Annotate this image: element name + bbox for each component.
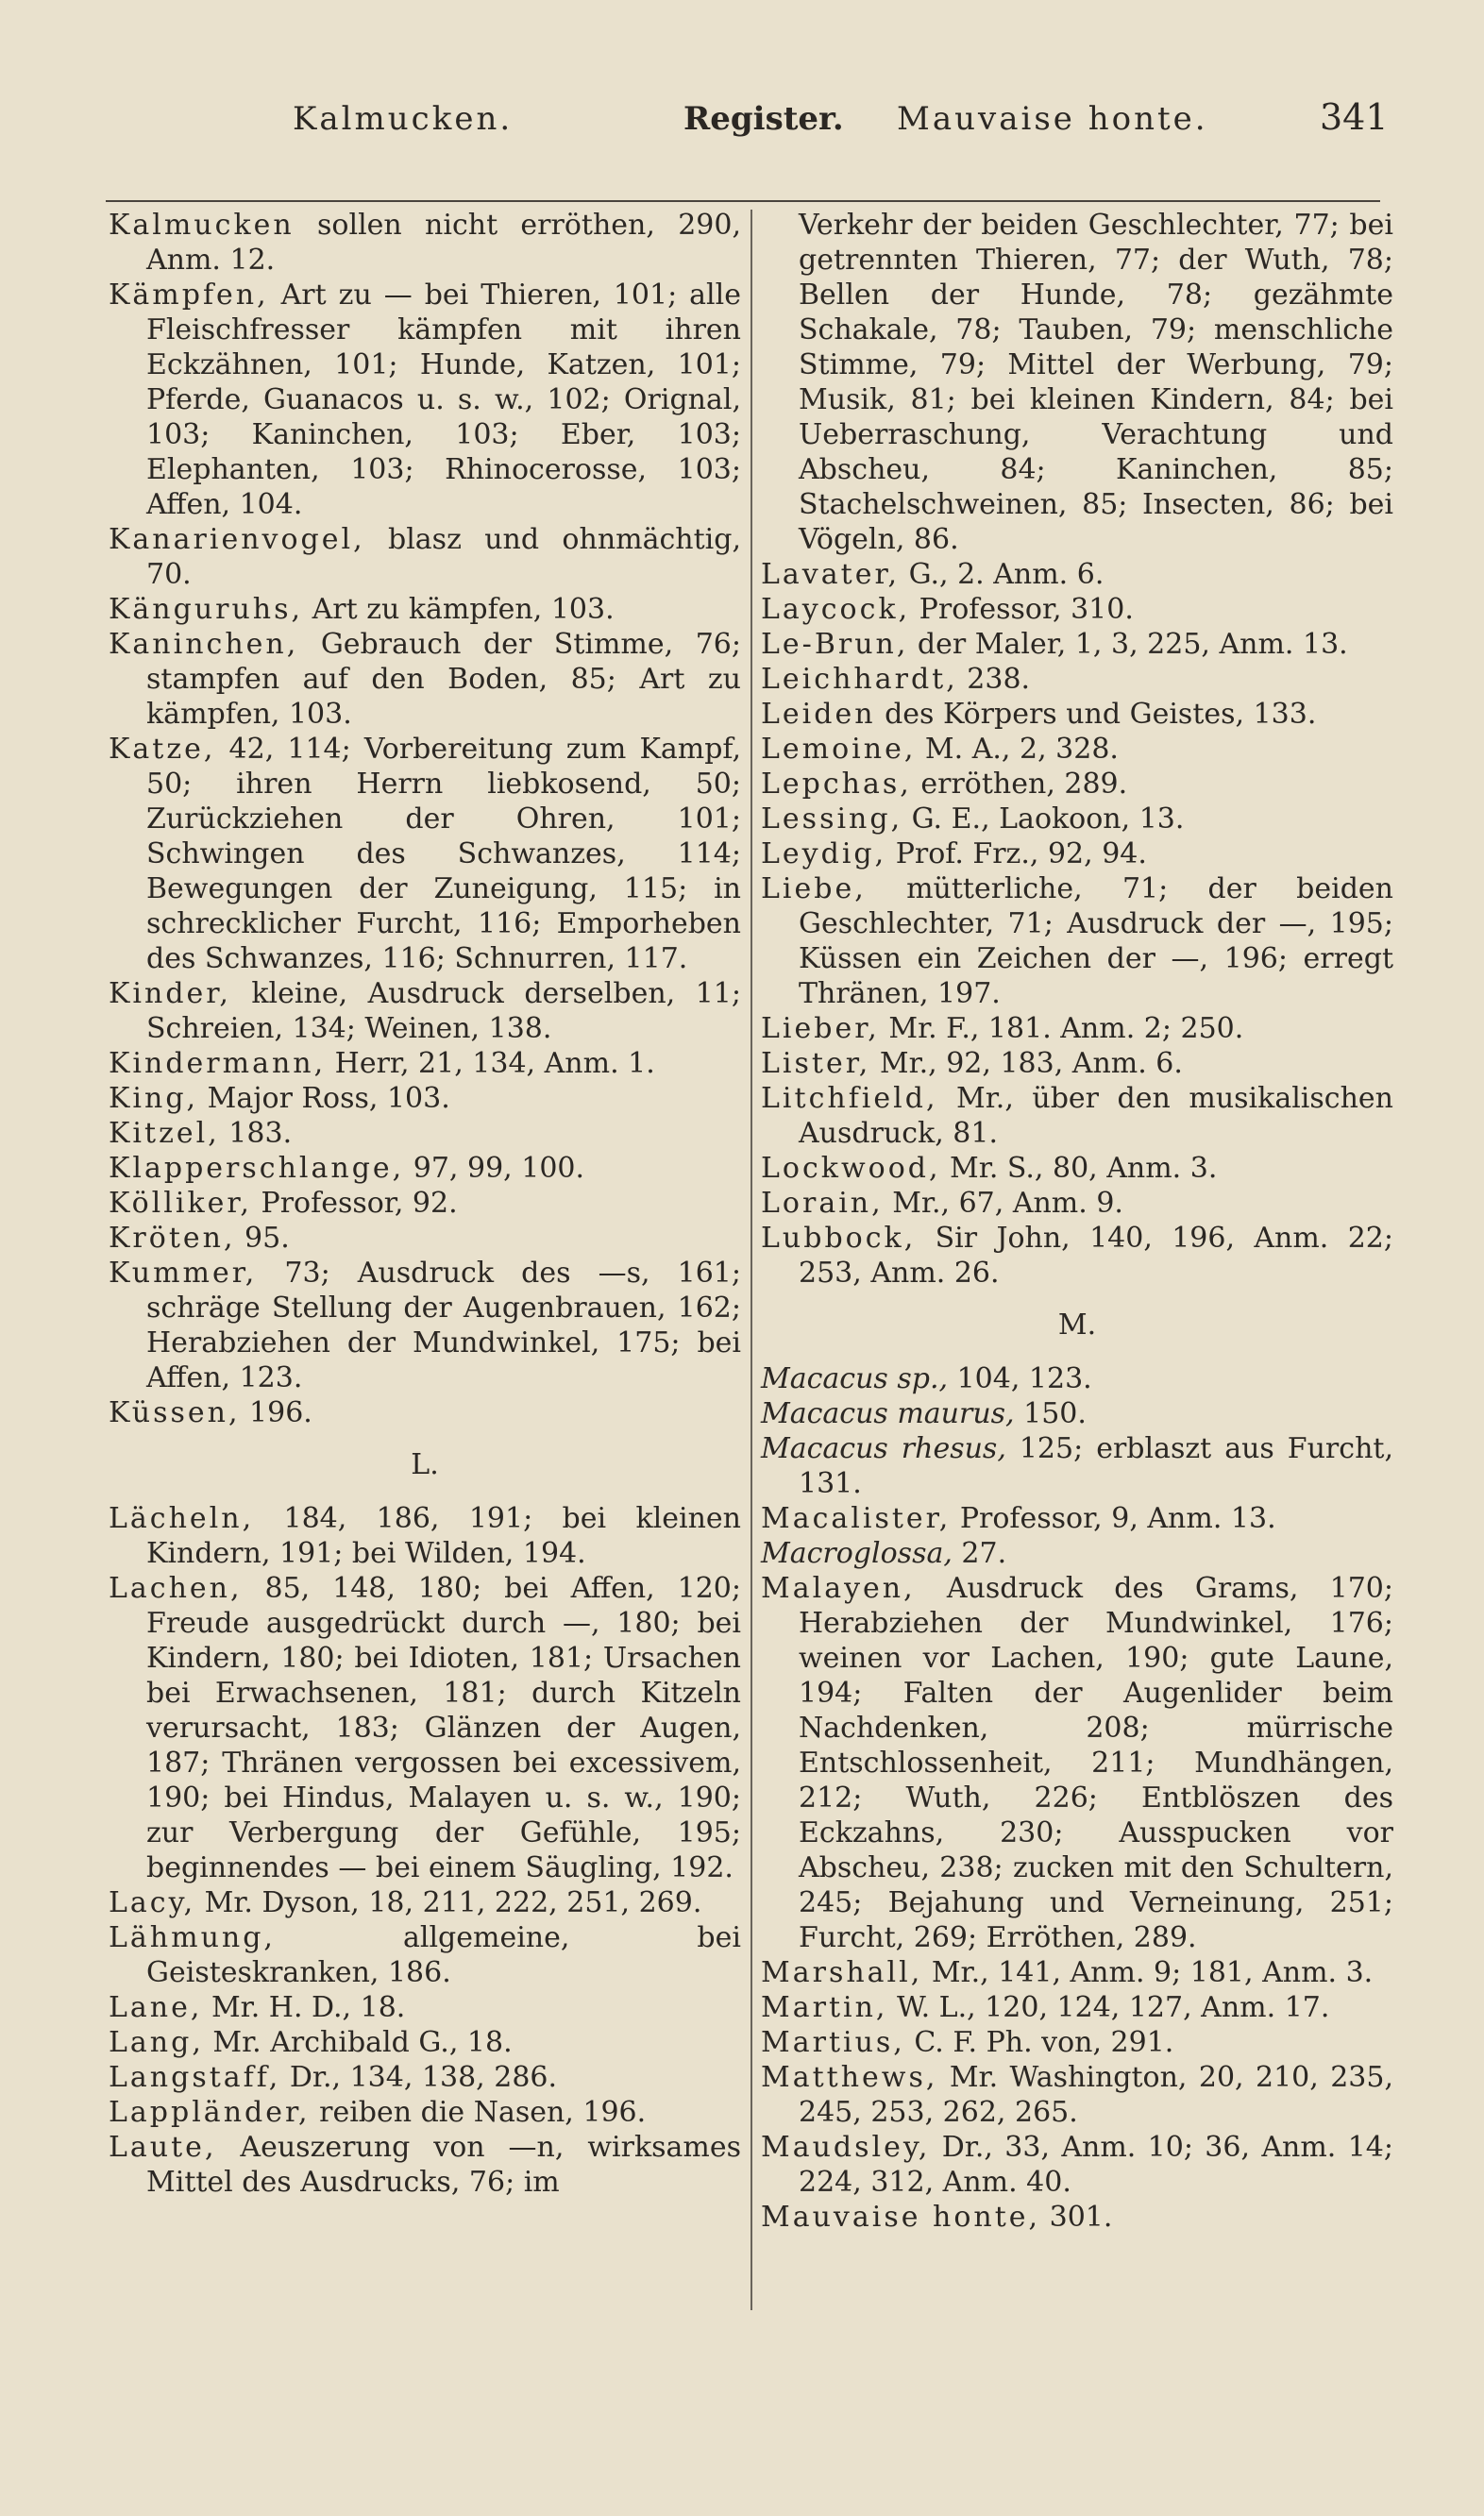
left-column <box>109 208 741 2200</box>
index-entry: Kitzel, 183. <box>109 1117 293 1150</box>
index-entry: Lemoine, M. A., 2, 328. <box>761 733 1119 766</box>
index-entry: Lappländer, reiben die Nasen, 196. <box>109 2096 647 2129</box>
index-entry: Marshall, Mr., 141, Anm. 9; 181, Anm. 3. <box>761 1956 1374 1989</box>
index-entry: Mauvaise honte, 301. <box>761 2201 1113 2234</box>
column-divider <box>750 210 752 2310</box>
index-entry: Kummer, 73; Ausdruck des —s, 161; schräge Stellung der Augenbrauen, 162; Herabziehen der Mundwinkel, 175; bei Affen, 123. <box>109 1257 741 1394</box>
index-entry: Lacy, Mr. Dyson, 18, 211, 222, 251, 269. <box>109 1886 702 1919</box>
index-entry: Lubbock, Sir John, 140, 196, Anm. 22; 253, Anm. 26. <box>761 1222 1393 1290</box>
index-entry: Laute, Aeuszerung von —n, wirksames Mittel des Ausdrucks, 76; im <box>109 2131 741 2199</box>
index-entry: Kindermann, Herr, 21, 134, Anm. 1. <box>109 1047 655 1080</box>
index-entry: Katze, 42, 114; Vorbereitung zum Kampf, 50; ihren Herrn liebkosend, 50; Zurückziehen der Ohren, 101; Schwingen des Schwanzes, 114; Bewegungen der Zuneigung, 115; in schrecklicher Furcht, 116; Emporheben des Schwanzes, 116; Schnurren, 117. <box>109 733 741 975</box>
index-entry: Macroglossa, 27. <box>761 1537 1007 1570</box>
page-number: 341 <box>1320 96 1389 138</box>
index-entry: Kinder, kleine, Ausdruck derselben, 11; Schreien, 134; Weinen, 138. <box>109 977 741 1045</box>
index-entry: Lockwood, Mr. S., 80, Anm. 3. <box>761 1152 1218 1185</box>
header-left-word: Kalmucken. <box>293 100 514 138</box>
index-entry: Macacus maurus, 150. <box>761 1397 1087 1430</box>
index-entry: Laycock, Professor, 310. <box>761 593 1134 626</box>
index-entry: Lieber, Mr. F., 181. Anm. 2; 250. <box>761 1012 1244 1045</box>
index-entry: Känguruhs, Art zu kämpfen, 103. <box>109 593 615 626</box>
header-rule <box>106 200 1380 202</box>
index-entry: Malayen, Ausdruck des Grams, 170; Herabziehen der Mundwinkel, 176; weinen vor Lachen, 190; gute Laune, 194; Falten der Augenlider beim Nachdenken, 208; mürrische Entschlossenheit, 211; Mundhängen, 212; Wuth, 226; Entblöszen des Eckzahns, 230; Ausspucken vor Abscheu, 238; zucken mit den Schultern, 245; Bejahung und Verneinung, 251; Furcht, 269; Erröthen, 289. <box>761 1572 1393 1954</box>
index-entry: Martin, W. L., 120, 124, 127, Anm. 17. <box>761 1991 1330 2024</box>
running-header <box>274 94 1388 151</box>
index-entry: Lessing, G. E., Laokoon, 13. <box>761 802 1185 836</box>
index-entry: Leiden des Körpers und Geistes, 133. <box>761 698 1317 731</box>
index-entry: Leichhardt, 238. <box>761 663 1031 696</box>
index-entry: Klapperschlange, 97, 99, 100. <box>109 1152 585 1185</box>
header-title: Register. <box>683 100 844 138</box>
index-entry: Küssen, 196. <box>109 1396 312 1429</box>
index-entry: Langstaff, Dr., 134, 138, 286. <box>109 2061 558 2094</box>
index-entry: Lachen, 85, 148, 180; bei Affen, 120; Freude ausgedrückt durch —, 180; bei Kindern, 180; bei Idioten, 181; Ursachen bei Erwachsenen, 181; durch Kitzeln verursacht, 183; Glänzen der Augen, 187; Thränen vergossen bei excessivem, 190; bei Hindus, Malayen u. s. w., 190; zur Verbergung der Gefühle, 195; beginnendes — bei einem Säugling, 192. <box>109 1572 741 1884</box>
index-entry-continuation: Verkehr der beiden Geschlechter, 77; bei getrennten Thieren, 77; der Wuth, 78; Bellen der Hunde, 78; gezähmte Schakale, 78; Tauben, 79; menschliche Stimme, 79; Mittel der Werbung, 79; Musik, 81; bei kleinen Kindern, 84; bei Ueberraschung, Verachtung und Abscheu, 84; Kaninchen, 85; Stachelschweinen, 85; Insecten, 86; bei Vögeln, 86. <box>799 209 1393 556</box>
index-entry: Lähmung, allgemeine, bei Geisteskranken, 186. <box>109 1921 741 1989</box>
index-entry: Matthews, Mr. Washington, 20, 210, 235, 245, 253, 262, 265. <box>761 2061 1393 2129</box>
index-entry: Lister, Mr., 92, 183, Anm. 6. <box>761 1047 1183 1080</box>
index-entry: Kanarienvogel, blasz und ohnmächtig, 70. <box>109 523 741 591</box>
index-entry: Lächeln, 184, 186, 191; bei kleinen Kindern, 191; bei Wilden, 194. <box>109 1502 741 1570</box>
index-entry: Martius, C. F. Ph. von, 291. <box>761 2026 1174 2059</box>
index-entry: Litchfield, Mr., über den musikalischen Ausdruck, 81. <box>761 1082 1393 1150</box>
index-entry: Kalmucken sollen nicht erröthen, 290, Anm. 12. <box>109 209 741 277</box>
index-entry: Lane, Mr. H. D., 18. <box>109 1991 406 2024</box>
index-entry: Macacus rhesus, 125; erblaszt aus Furcht, 131. <box>761 1432 1393 1500</box>
index-entry: Leydig, Prof. Frz., 92, 94. <box>761 837 1147 870</box>
section-heading-l: L. <box>411 1448 439 1481</box>
index-entry: Lepchas, erröthen, 289. <box>761 768 1128 801</box>
index-entry: Kölliker, Professor, 92. <box>109 1187 458 1220</box>
index-entry: Kröten, 95. <box>109 1222 290 1255</box>
index-entry: Lavater, G., 2. Anm. 6. <box>761 558 1105 591</box>
index-entry: Kaninchen, Gebrauch der Stimme, 76; stampfen auf den Boden, 85; Art zu kämpfen, 103. <box>109 628 741 731</box>
right-column <box>761 208 1393 2235</box>
index-entry: King, Major Ross, 103. <box>109 1082 450 1115</box>
index-entry: Lorain, Mr., 67, Anm. 9. <box>761 1187 1123 1220</box>
index-entry: Macacus sp., 104, 123. <box>761 1362 1092 1395</box>
index-entry: Lang, Mr. Archibald G., 18. <box>109 2026 513 2059</box>
index-entry: Liebe, mütterliche, 71; der beiden Geschlechter, 71; Ausdruck der —, 195; Küssen ein Zeichen der —, 196; erregt Thränen, 197. <box>761 872 1393 1010</box>
index-entry: Maudsley, Dr., 33, Anm. 10; 36, Anm. 14; 224, 312, Anm. 40. <box>761 2131 1393 2199</box>
header-right-word: Mauvaise honte. <box>897 100 1208 138</box>
section-heading-m: M. <box>1057 1309 1097 1342</box>
index-entry: Kämpfen, Art zu — bei Thieren, 101; alle Fleischfresser kämpfen mit ihren Eckzähnen, 101; Hunde, Katzen, 101; Pferde, Guanacos u. s. w., 102; Orignal, 103; Kaninchen, 103; Eber, 103; Elephanten, 103; Rhinocerosse, 103; Affen, 104. <box>109 279 741 521</box>
index-entry: Le-Brun, der Maler, 1, 3, 225, Anm. 13. <box>761 628 1348 661</box>
index-entry: Macalister, Professor, 9, Anm. 13. <box>761 1502 1276 1535</box>
